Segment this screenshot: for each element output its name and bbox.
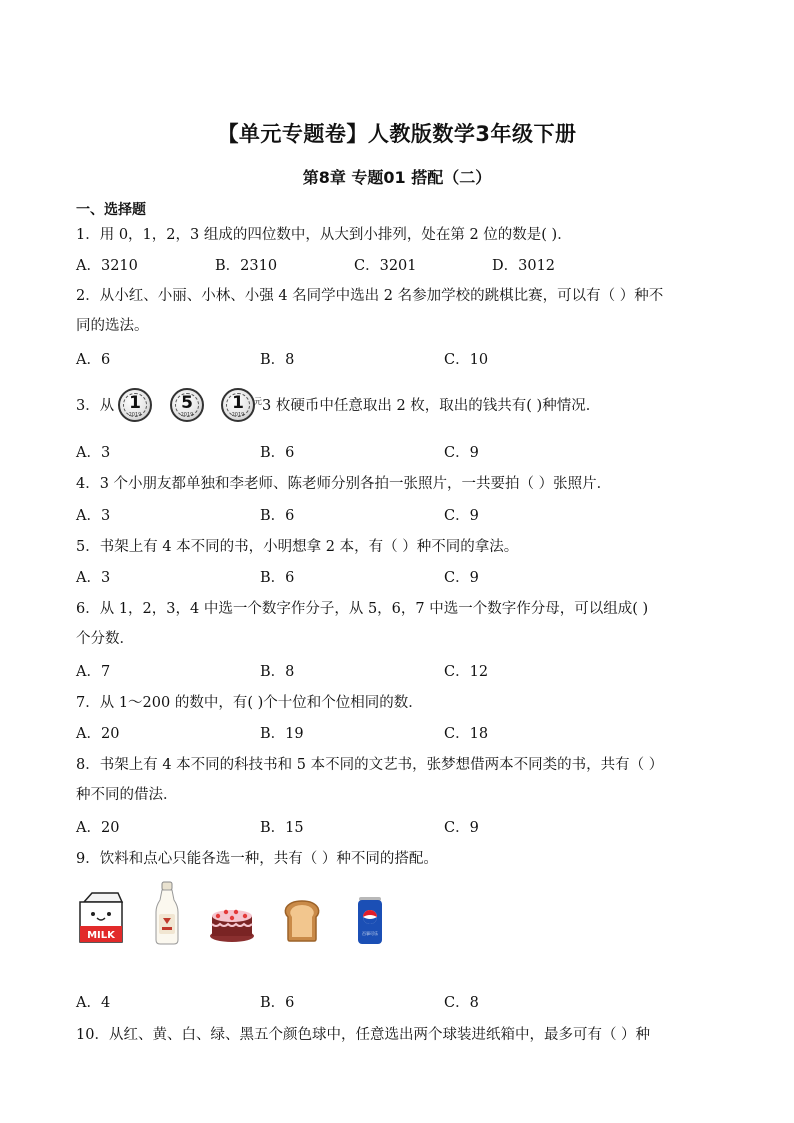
question-4-option-c[interactable]: C．9: [444, 508, 479, 524]
question-6-text-line-2: 个分数．: [76, 631, 134, 647]
question-1-option-c[interactable]: C．3201: [354, 258, 417, 274]
question-3-option-b[interactable]: B．6: [260, 445, 295, 461]
question-7-text: 7．从 1～200 的数中，有( )个十位和个位相同的数．: [76, 695, 423, 711]
question-6-option-c[interactable]: C．12: [444, 664, 489, 680]
question-6-option-a[interactable]: A．7: [76, 664, 111, 680]
page-subtitle: 第8章 专题01 搭配（二）: [302, 168, 492, 187]
bread-icon: [282, 899, 322, 943]
question-3-option-a[interactable]: A．3: [76, 445, 111, 461]
coin-3-year: 2019: [231, 412, 245, 418]
milk-label: MILK: [87, 930, 115, 941]
coin-1-value: 1: [129, 393, 141, 413]
question-1-text: 1．用 0，1，2，3 组成的四位数中，从大到小排列，处在第 2 位的数是( )．: [76, 227, 572, 243]
milk-bottle-icon: [152, 880, 182, 946]
question-7-option-b[interactable]: B．19: [260, 726, 304, 742]
question-10-text: 10．从红、黄、白、绿、黑五个颜色球中，任意选出两个球装进纸箱中，最多可有（ ）种: [76, 1027, 651, 1043]
question-6-option-b[interactable]: B．8: [260, 664, 295, 680]
coin-1-year: 2019: [128, 412, 142, 418]
cake-icon: [208, 898, 256, 944]
coin-2-year: 2019: [180, 412, 194, 418]
question-1-option-a[interactable]: A．3210: [76, 258, 138, 274]
question-2-text-line-2: 同的选法。: [76, 318, 149, 334]
question-3-prefix: 3．从: [76, 398, 115, 414]
question-4-option-b[interactable]: B．6: [260, 508, 295, 524]
question-2-option-b[interactable]: B．8: [260, 352, 295, 368]
question-5-option-c[interactable]: C．9: [444, 570, 479, 586]
question-1-option-d[interactable]: D．3012: [492, 258, 556, 274]
question-1-option-b[interactable]: B．2310: [215, 258, 278, 274]
question-2-text-line-1: 2．从小红、小丽、小林、小强 4 名同学中选出 2 名参加学校的跳棋比赛，可以有（ ）种不: [76, 288, 664, 304]
question-2-option-a[interactable]: A．6: [76, 352, 111, 368]
question-8-text-line-1: 8．书架上有 4 本不同的科技书和 5 本不同的文艺书，张梦想借两本不同类的书，共有（ ）: [76, 757, 664, 773]
question-8-option-b[interactable]: B．15: [260, 820, 304, 836]
question-9-option-b[interactable]: B．6: [260, 995, 295, 1011]
question-7-option-c[interactable]: C．18: [444, 726, 489, 742]
coin-3-unit: 元: [254, 397, 262, 406]
question-8-option-c[interactable]: C．9: [444, 820, 479, 836]
question-5-option-b[interactable]: B．6: [260, 570, 295, 586]
pepsi-label: 百事可乐: [362, 931, 378, 936]
question-8-option-a[interactable]: A．20: [76, 820, 120, 836]
question-9-text: 9．饮料和点心只能各选一种，共有（ ）种不同的搭配。: [76, 851, 438, 867]
question-9-option-a[interactable]: A．4: [76, 995, 111, 1011]
milk-carton-icon: [76, 890, 126, 944]
question-9-option-c[interactable]: C．8: [444, 995, 479, 1011]
question-5-option-a[interactable]: A．3: [76, 570, 111, 586]
coin-3-value: 1: [232, 393, 244, 413]
coin-2-value: 5: [181, 393, 193, 413]
question-2-option-c[interactable]: C．10: [444, 352, 489, 368]
page-title: 【单元专题卷】人教版数学3年级下册: [217, 122, 577, 146]
pepsi-can-icon: [356, 895, 384, 947]
question-3-text: 3 枚硬币中任意取出 2 枚，取出的钱共有( )种情况．: [262, 398, 601, 414]
coin-1-jiao-icon: [118, 388, 152, 422]
question-5-text: 5．书架上有 4 本不同的书，小明想拿 2 本，有（ ）种不同的拿法。: [76, 539, 519, 555]
question-4-option-a[interactable]: A．3: [76, 508, 111, 524]
question-8-text-line-2: 种不同的借法．: [76, 787, 178, 803]
question-7-option-a[interactable]: A．20: [76, 726, 120, 742]
question-6-text-line-1: 6．从 1，2，3，4 中选一个数字作分子，从 5，6，7 中选一个数字作分母，可以组成( ): [76, 601, 649, 617]
coin-1-yuan-icon: [221, 388, 255, 422]
question-4-text: 4．3 个小朋友都单独和李老师、陈老师分别各拍一张照片，一共要拍（ ）张照片．: [76, 476, 612, 492]
question-3-option-c[interactable]: C．9: [444, 445, 479, 461]
section-heading: 一、选择题: [76, 202, 146, 218]
coin-5-jiao-icon: [170, 388, 204, 422]
